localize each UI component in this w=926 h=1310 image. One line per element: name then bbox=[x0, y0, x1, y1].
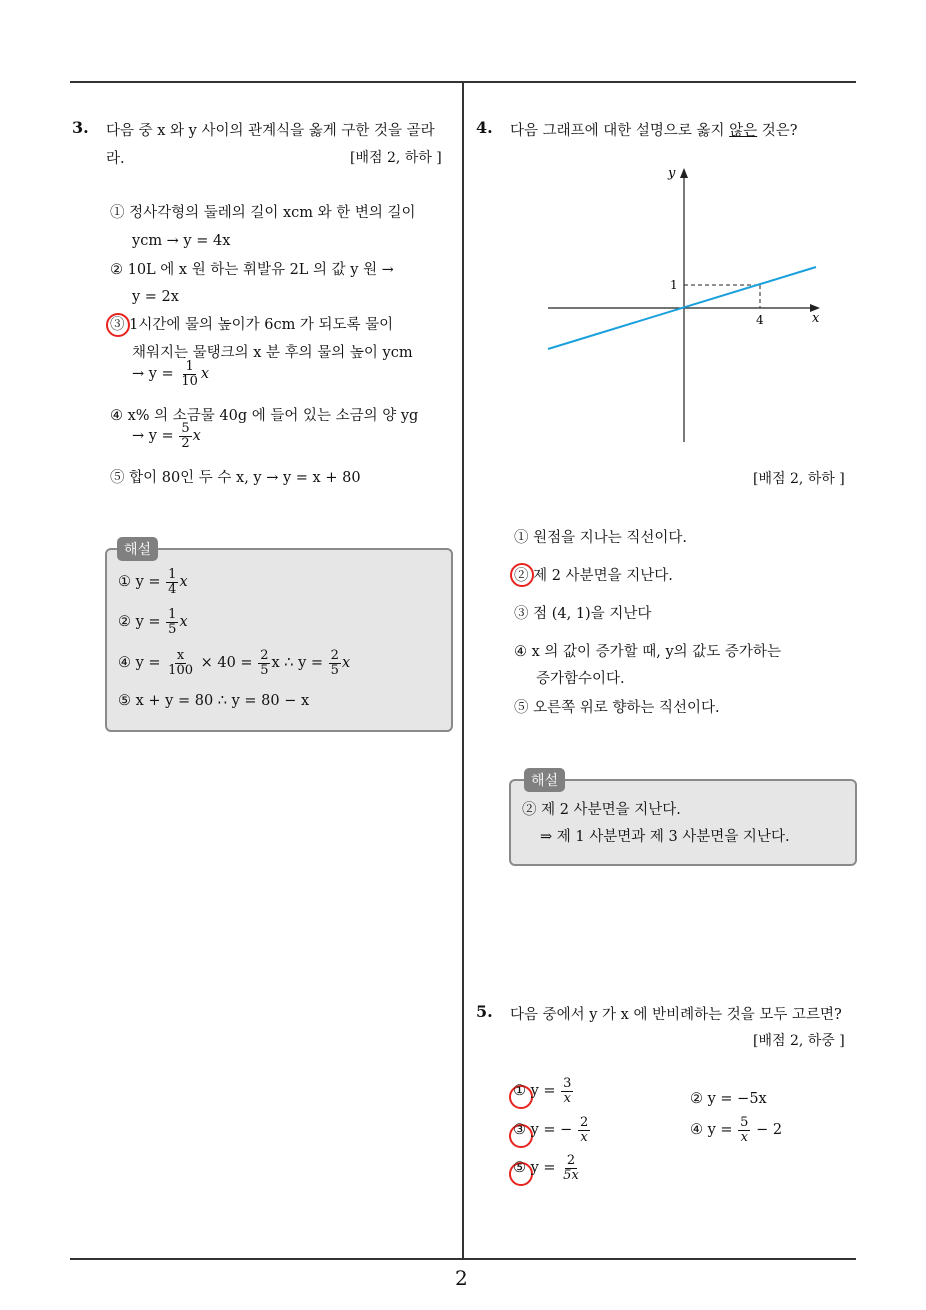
question-meta: [배점 2, 하중 ] bbox=[753, 1033, 845, 1049]
solution-line-2: ⇒ 제 1 사분면과 제 3 사분면을 지난다. bbox=[540, 829, 790, 845]
formula-suffix: x bbox=[179, 574, 188, 591]
formula-suffix: x bbox=[179, 614, 188, 631]
question-text-emphasis: 않은 bbox=[729, 123, 758, 139]
solution-tag: 해설 bbox=[117, 537, 158, 561]
solution-line-4 bbox=[118, 649, 350, 678]
formula-prefix: ① y = bbox=[118, 574, 161, 591]
fraction-numerator: 3 bbox=[563, 1076, 572, 1091]
formula-middle: × 40 = bbox=[200, 655, 253, 672]
solution-line-1: ② 제 2 사분면을 지난다. bbox=[522, 802, 681, 818]
formula-prefix: ① y = bbox=[513, 1083, 556, 1100]
fraction-denominator: 4 bbox=[168, 581, 177, 597]
formula-prefix: → y = bbox=[132, 366, 174, 383]
fraction-numerator: 2 bbox=[260, 648, 269, 663]
fraction-numerator: 2 bbox=[330, 648, 339, 663]
formula-middle-2: x ∴ y = bbox=[271, 655, 324, 672]
option-5: ⑤ 오른쪽 위로 향하는 직선이다. bbox=[514, 700, 720, 716]
option-2: ② 제 2 사분면을 지난다. bbox=[514, 568, 673, 584]
x-axis-label: x bbox=[812, 311, 820, 326]
question-text-continued: 라. bbox=[106, 151, 125, 167]
solution-line-1 bbox=[118, 568, 188, 597]
question-text bbox=[510, 119, 798, 140]
formula-prefix: ⑤ y = bbox=[513, 1160, 556, 1177]
fraction bbox=[258, 649, 270, 677]
option-4-line-2 bbox=[132, 422, 201, 451]
fraction-numerator: 1 bbox=[168, 567, 177, 582]
option-1-line-2: ycm → y = 4x bbox=[132, 233, 231, 249]
solution-tag: 해설 bbox=[524, 768, 565, 792]
option-2-line-2: y = 2x bbox=[132, 289, 179, 305]
option-4-line-1: ④ x 의 값이 증가할 때, y의 값도 증가하는 bbox=[514, 644, 781, 660]
option-3: ③ 점 (4, 1)을 지난다 bbox=[514, 606, 652, 622]
formula-prefix: ④ y = bbox=[690, 1122, 733, 1139]
option-4-line-1: ④ x% 의 소금물 40g 에 들어 있는 소금의 양 yg bbox=[110, 408, 419, 424]
fraction bbox=[166, 649, 195, 677]
fraction-denominator: 5 bbox=[330, 662, 339, 678]
linear-function-graph bbox=[540, 160, 840, 450]
solution-line-5: ⑤ x + y = 80 ∴ y = 80 − x bbox=[118, 693, 310, 709]
option-1-line-1: ① 정사각형의 둘레의 길이 xcm 와 한 변의 길이 bbox=[110, 205, 416, 221]
formula-prefix: ④ y = bbox=[118, 655, 161, 672]
question-text: 다음 중에서 y 가 x 에 반비례하는 것을 모두 고르면? bbox=[510, 1007, 842, 1023]
question-text-end: 것은? bbox=[757, 123, 798, 139]
question-meta: [배점 2, 하하 ] bbox=[350, 150, 442, 166]
formula-suffix: x bbox=[200, 366, 210, 383]
fraction bbox=[166, 568, 178, 596]
fraction-denominator: x bbox=[563, 1090, 571, 1106]
page-number: 2 bbox=[455, 1266, 468, 1290]
fraction bbox=[561, 1077, 573, 1105]
question-number: 5. bbox=[476, 1002, 493, 1021]
option-3-line-2: 채워지는 물탱크의 x 분 후의 물의 높이 ycm bbox=[132, 345, 413, 361]
fraction bbox=[179, 422, 191, 450]
option-1 bbox=[513, 1077, 574, 1106]
fraction-numerator: x bbox=[176, 648, 185, 663]
fraction bbox=[166, 608, 178, 636]
option-1: ① 원점을 지나는 직선이다. bbox=[514, 530, 688, 546]
formula-suffix: x bbox=[192, 428, 201, 445]
fraction bbox=[578, 1116, 590, 1144]
fraction-numerator: 2 bbox=[566, 1153, 576, 1168]
fraction-denominator: 2 bbox=[181, 435, 190, 451]
formula-prefix: ② y = bbox=[118, 614, 161, 631]
fraction-denominator: x bbox=[580, 1129, 588, 1145]
fraction-denominator: 10 bbox=[181, 373, 198, 389]
fraction-denominator: 5x bbox=[563, 1167, 579, 1183]
fraction-denominator: 100 bbox=[168, 662, 193, 678]
x-tick-label: 4 bbox=[756, 313, 764, 327]
fraction-numerator: 5 bbox=[740, 1115, 749, 1130]
fraction-denominator: 5 bbox=[260, 662, 269, 678]
fraction-numerator: 1 bbox=[168, 607, 177, 622]
option-3-line-1: ③ 1시간에 물의 높이가 6cm 가 되도록 물이 bbox=[110, 317, 394, 333]
fraction bbox=[738, 1116, 750, 1144]
question-number: 3. bbox=[72, 118, 89, 137]
question-meta: [배점 2, 하하 ] bbox=[753, 471, 845, 487]
y-axis-label: y bbox=[668, 166, 676, 181]
formula-prefix: → y = bbox=[132, 428, 174, 445]
fraction-numerator: 2 bbox=[579, 1115, 589, 1130]
formula-suffix: x bbox=[341, 655, 351, 672]
fraction-denominator: x bbox=[740, 1129, 748, 1145]
option-3 bbox=[513, 1116, 591, 1145]
fraction bbox=[179, 360, 200, 388]
option-4 bbox=[690, 1116, 782, 1145]
bottom-rule bbox=[70, 1258, 856, 1260]
y-axis-arrow-icon bbox=[680, 168, 688, 178]
fraction-numerator: 5 bbox=[181, 421, 190, 436]
option-3-line-3 bbox=[132, 360, 209, 389]
formula-suffix: − 2 bbox=[756, 1122, 783, 1139]
question-text-start: 다음 그래프에 대한 설명으로 옳지 bbox=[510, 123, 730, 139]
option-4-line-2: 증가함수이다. bbox=[536, 671, 625, 687]
question-text: 다음 중 x 와 y 사이의 관계식을 옳게 구한 것을 골라 bbox=[106, 123, 435, 139]
fraction-denominator: 5 bbox=[168, 621, 177, 637]
option-5: ⑤ 합이 80인 두 수 x, y → y = x + 80 bbox=[110, 470, 361, 486]
option-2-line-1: ② 10L 에 x 원 하는 휘발유 2L 의 값 y 원 → bbox=[110, 262, 394, 278]
fraction bbox=[561, 1154, 581, 1182]
column-divider bbox=[462, 82, 464, 1260]
fraction-numerator: 1 bbox=[185, 359, 194, 374]
option-5 bbox=[513, 1154, 582, 1183]
question-number: 4. bbox=[476, 118, 493, 137]
y-tick-label: 1 bbox=[670, 278, 678, 292]
option-2: ② y = −5x bbox=[690, 1091, 767, 1107]
formula-prefix: ③ y = − bbox=[513, 1122, 573, 1139]
fraction bbox=[329, 649, 341, 677]
solution-line-2 bbox=[118, 608, 188, 637]
